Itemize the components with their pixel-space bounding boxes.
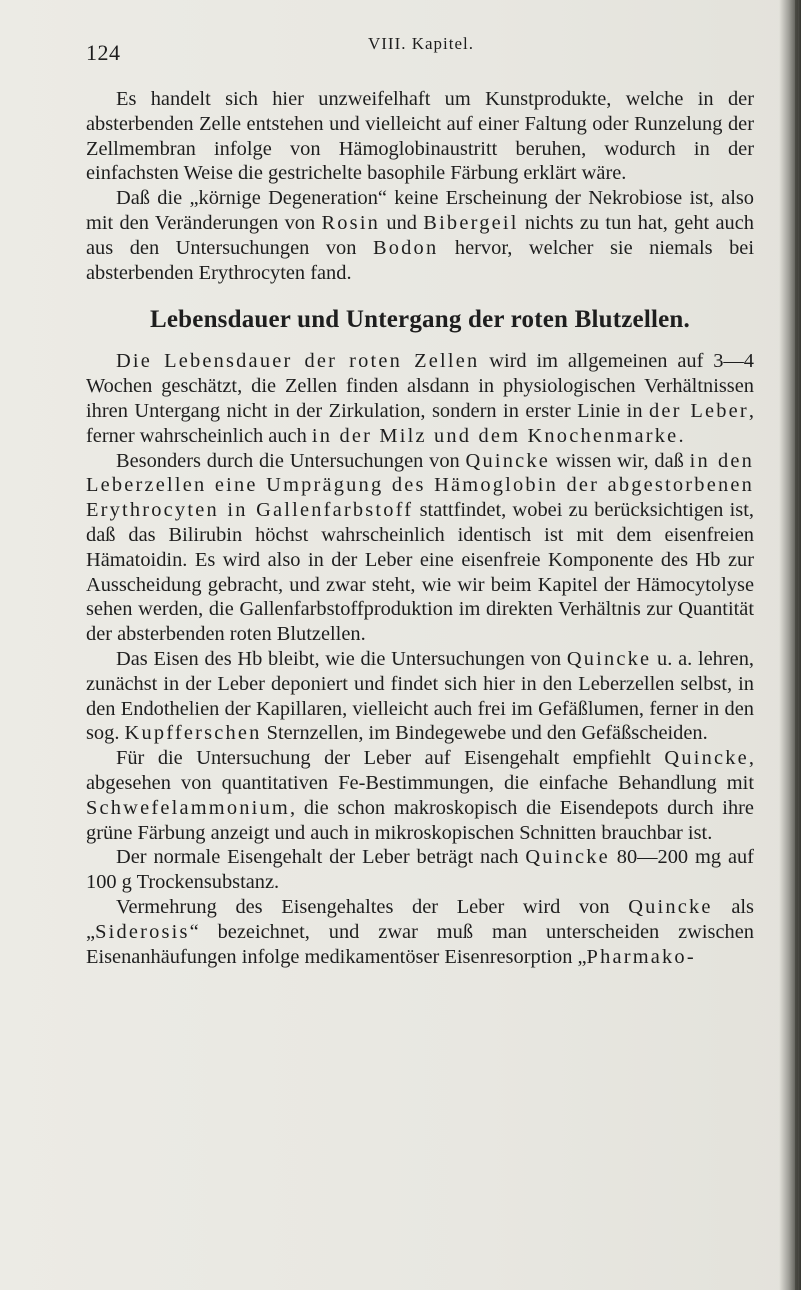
paragraph-1: Es handelt sich hier unzweifelhaft um Kunstprodukte, welche in der absterbenden Zelle entstehen und vielleicht auf einer Faltung oder Runzelung der Zellmembran infolge von Hämoglobinaustritt beruhen, wodurch in der einfachsten Weise die gestrichelte basophile Färbung erklärt wäre. [86,88,754,185]
text-run: Vermehrung des Eisengehaltes der Leber wird von [116,895,629,918]
text-run: nichts zu tun hat, geht auch aus den Untersuchungen von [86,211,754,259]
emphasis-text: der Leber [649,399,749,422]
paragraph-7 [86,845,754,895]
emphasis-text: in der Milz und dem Knochenmarke [311,424,679,447]
emphasis-text: in den Leberzellen eine Umprägung des Hämoglobin der abgestorbenen Erythrocyten in Gallenfarbstoff [86,449,754,522]
emphasis-text: Siderosis [95,920,190,943]
page-number: 124 [86,40,121,65]
author-name-quincke: Quincke [628,895,713,918]
author-name-bibergeil: Bibergeil [423,211,519,234]
body-text [86,87,754,969]
text-run: als „ [86,895,754,943]
text-run: “ bezeichnet, und zwar muß man unterscheiden zwischen Eisenanhäufungen infolge medikamentöser Eisenresorption „ [86,920,754,968]
author-name-quincke: Quincke [465,449,551,472]
text-run: Der normale Eisengehalt der Leber beträgt nach [116,846,526,869]
author-name-quincke: Quincke [525,846,610,869]
paragraph-3 [86,349,754,448]
emphasis-text: Schwefelammonium [86,796,290,819]
text-run: Sternzellen, im Bindegewebe und den Gefäßscheiden. [261,722,708,745]
text-run: Daß die „körnige Degeneration“ keine Erscheinung der Nekrobiose ist, also mit den Veränderungen von [86,187,754,234]
paragraph-8 [86,895,754,969]
text-run: hervor, welcher sie niemals bei absterbenden Erythrocyten fand. [86,236,755,284]
author-name-quincke: Quincke [664,747,749,770]
text-run: , abgesehen von quantitativen Fe-Bestimmungen, die einfache Behandlung mit [86,747,754,794]
emphasis-text: Pharmako- [586,945,696,968]
section-heading: Lebensdauer und Untergang der roten Blutzellen. [150,306,690,334]
author-name-rosin: Rosin [321,211,381,234]
page-edge-line [795,0,798,1290]
emphasis-text: Die Lebensdauer der roten Zellen [116,350,480,373]
text-run: , die schon makroskopisch die Eisendepots durch ihre grüne Färbung anzeigt und auch in mikroskopischen Schnitten brauchbar ist. [86,796,754,844]
author-name-kupffer: Kupfferschen [124,722,262,745]
text-run: , ferner wahrscheinlich auch [86,399,754,447]
text-run: 80—200 mg auf 100 g Trockensubstanz. [86,846,754,894]
paragraph-2 [86,186,754,285]
text-run: u. a. lehren, zunächst in der Leber deponiert und findet sich hier in den Leberzellen selbst, in den Endothelien der Kapillaren, vielleicht auch frei im Gefäßlumen, ferner in den sog. [86,647,754,745]
chapter-title: VIII. Kapitel. [367,34,475,53]
text-run: . [678,424,684,447]
text-run: Für die Untersuchung der Leber auf Eisengehalt empfiehlt [116,747,665,770]
text-run: Besonders durch die Untersuchungen von [116,449,466,472]
running-header [86,34,756,74]
text-run: und [380,211,424,234]
author-name-quincke: Quincke [566,647,652,670]
text-run: wird im allgemeinen auf 3—4 Wochen geschätzt, die Zellen finden alsdann in physiologischen Verhältnissen ihren Untergang nicht in der Zirkulation, sondern in erster Linie in [86,350,754,422]
paragraph-5 [86,647,754,746]
author-name-bodon: Bodon [372,236,439,259]
paragraph-6 [86,746,754,845]
text-run: stattfindet, wobei zu berücksichtigen ist, daß das Bilirubin höchst wahrscheinlich identisch ist mit dem eisenfreien Hämatoidin. Es wird also in der Leber eine eisenfreie Komponente des Hb zur Ausscheidung gebracht, und zwar steht, wie wir beim Kapitel der Hämocytolyse sehen werden, die Gallenfarbstoffproduktion im direkten Verhältnis zur Quantität der absterbenden roten Blutzellen. [86,499,754,646]
text-run: wissen wir, daß [550,449,690,472]
paragraph-4 [86,449,754,647]
text-run: Das Eisen des Hb bleibt, wie die Untersuchungen von [116,647,567,670]
